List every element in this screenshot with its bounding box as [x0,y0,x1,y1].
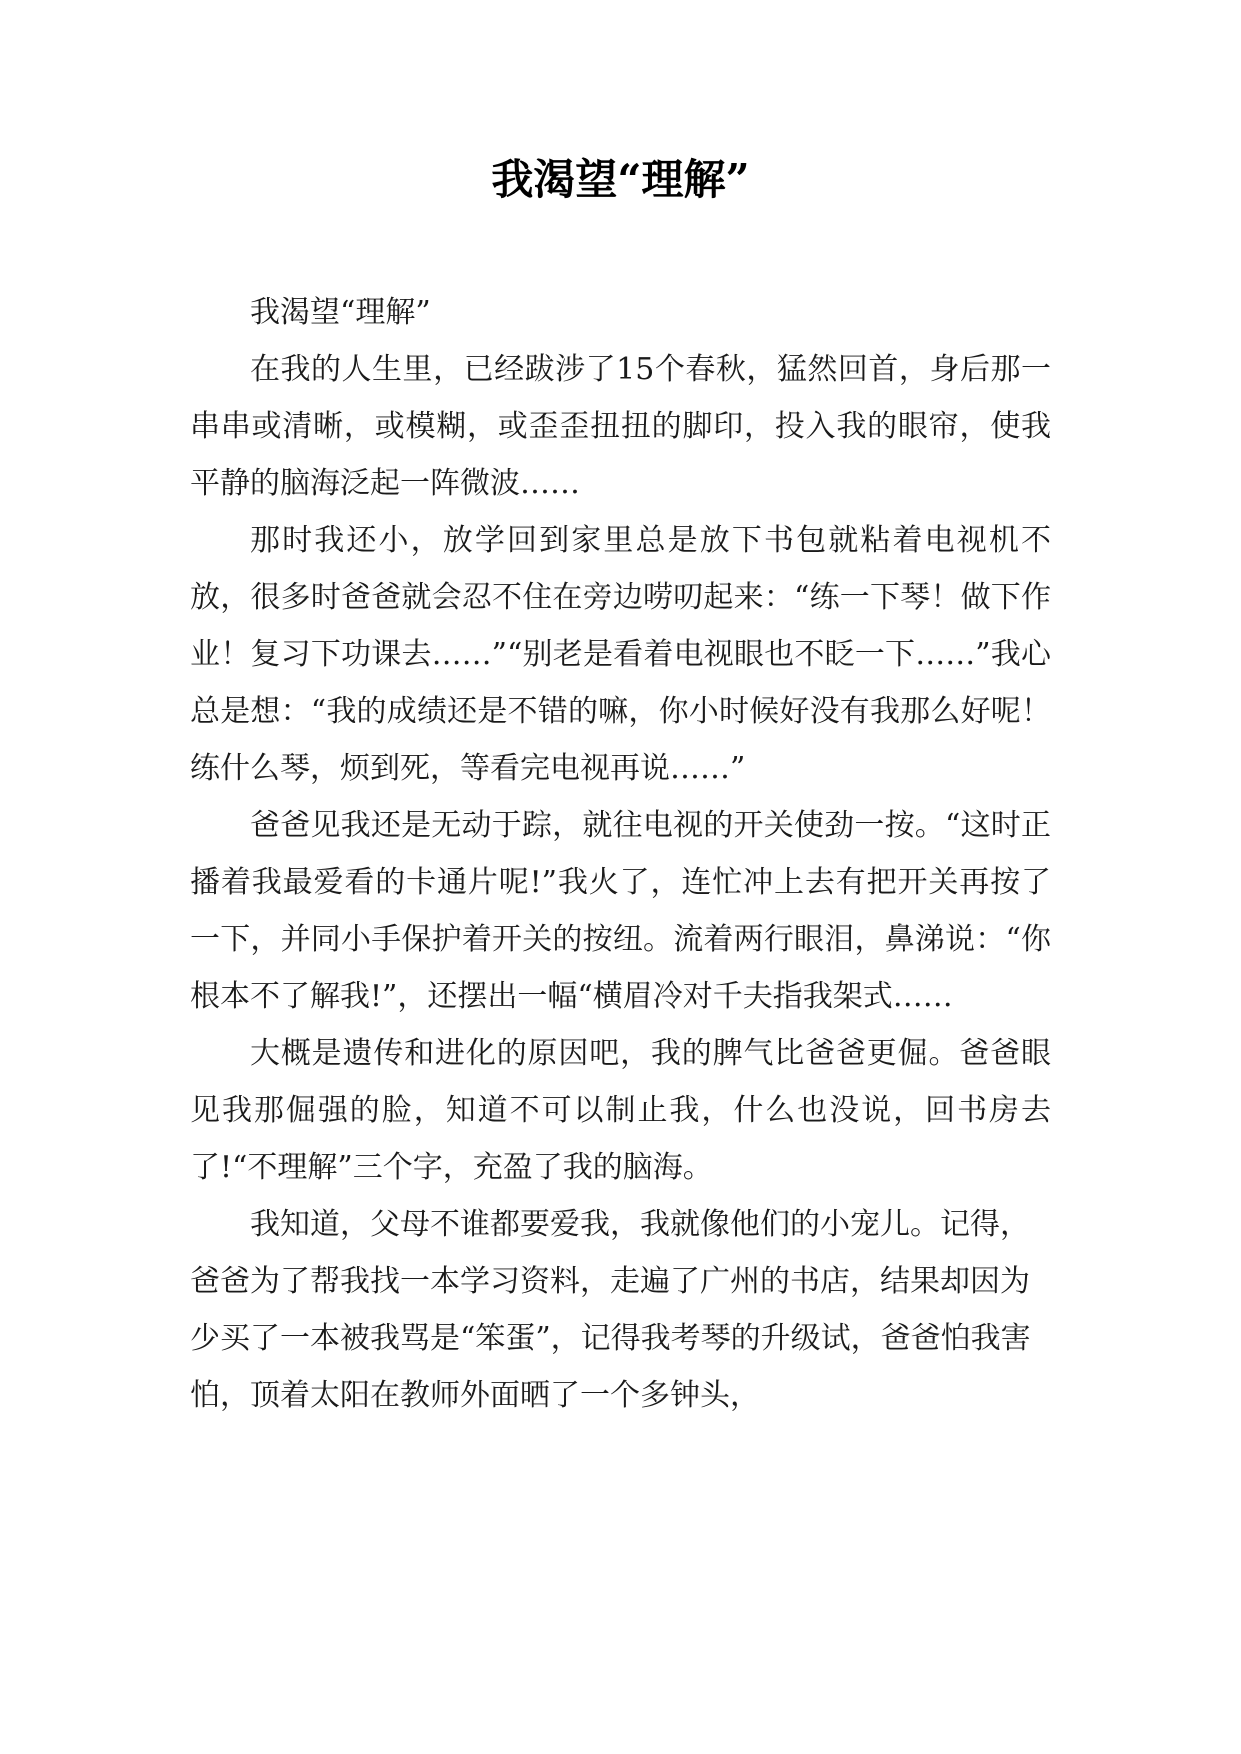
paragraph: 大概是遗传和进化的原因吧，我的脾气比爸爸更倔。爸爸眼见我那倔强的脸，知道不可以制止我，什么也没说，回书房去了!“不理解”三个字，充盈了我的脑海。 [190,1036,1051,1185]
paragraph: 我知道，父母不谁都要爱我，我就像他们的小宠儿。记得，爸爸为了帮我找一本学习资料，走遍了广州的书店，结果却因为少买了一本被我骂是“笨蛋”，记得我考琴的升级试，爸爸怕我害怕，顶着太阳在教师外面晒了一个多钟头， [190,1207,1031,1413]
paragraph: 那时我还小，放学回到家里总是放下书包就粘着电视机不放，很多时爸爸就会忍不住在旁边唠叨起来：“练一下琴！做下作业！复习下功课去……”“别老是看着电视眼也不眨一下……”我心总是想：“我的成绩还是不错的嘛，你小时候好没有我那么好呢！练什么琴，烦到死，等看完电视再说……” [190,523,1051,786]
paragraph: 在我的人生里，已经跋涉了15个春秋，猛然回首，身后那一串串或清晰，或模糊，或歪歪扭扭的脚印，投入我的眼帘，使我平静的脑海泛起一阵微波…… [190,352,1051,501]
paragraph: 爸爸见我还是无动于踪，就往电视的开关使劲一按。“这时正播着我最爱看的卡通片呢!”我火了，连忙冲上去有把开关再按了一下，并同小手保护着开关的按纽。流着两行眼泪，鼻涕说：“你根本不了解我!”，还摆出一幅“横眉冷对千夫指我架式…… [190,808,1051,1014]
document-body [190,284,1051,1424]
paragraph-heading: 我渴望“理解” [250,295,431,330]
document-title: 我渴望“理解” [491,155,750,204]
